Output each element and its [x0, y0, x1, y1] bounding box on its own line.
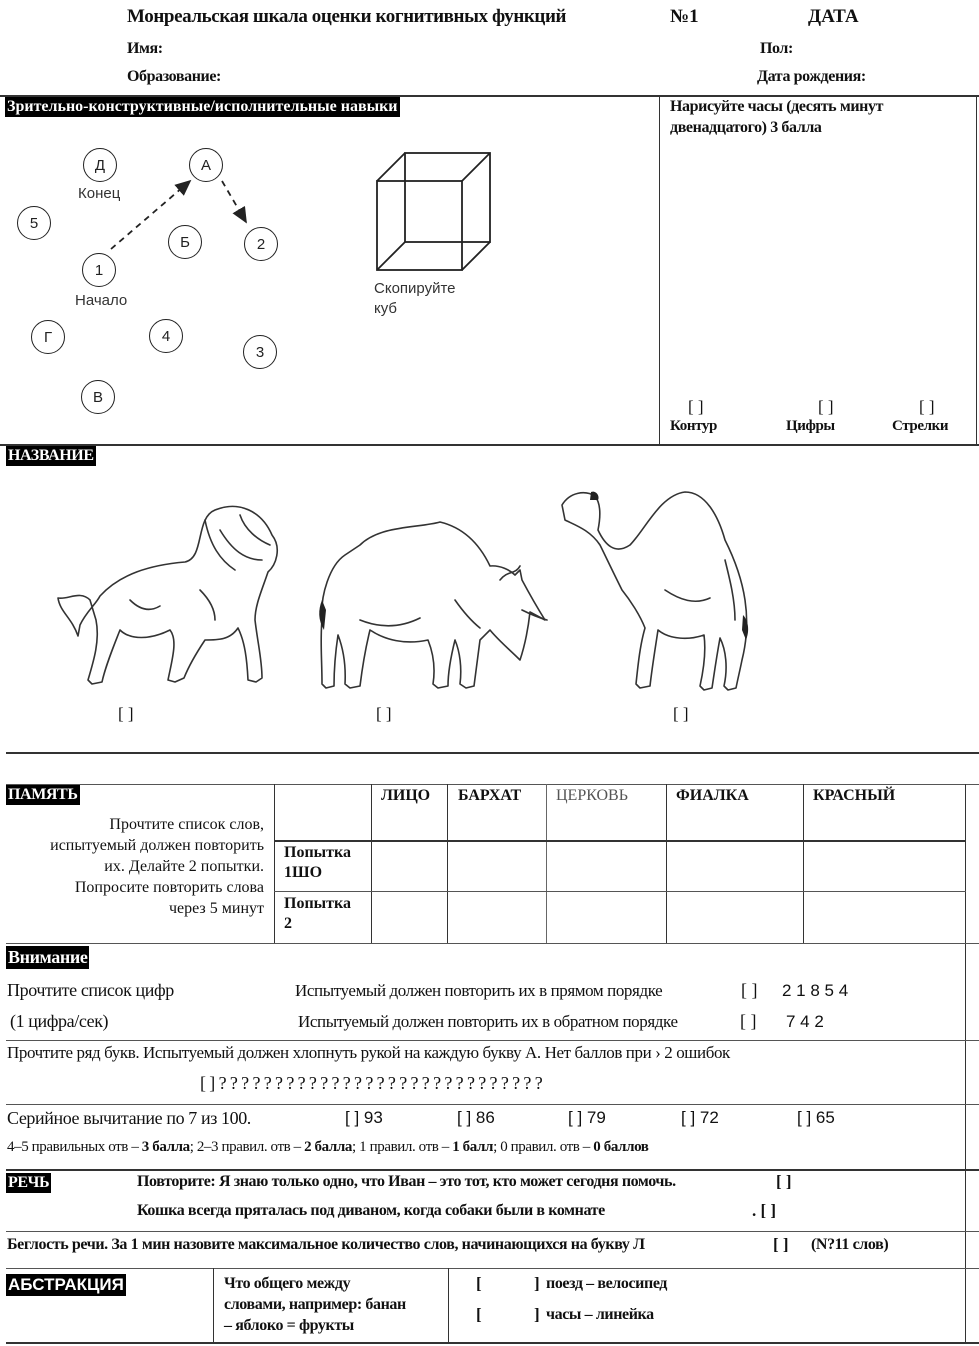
memory-word: ЛИЦО: [381, 787, 431, 804]
clock-instruction: двенадцатого) 3 балла: [670, 119, 822, 136]
form-number: №1: [670, 6, 699, 27]
scoring-text: 4–5 правильных отв –: [7, 1139, 142, 1155]
instruction-line: их. Делайте 2 попытки.: [104, 858, 264, 875]
digits-rate: (1 цифра/сек): [10, 1011, 109, 1031]
backward-digits: 7 4 2: [786, 1012, 824, 1031]
instruction-line: через 5 минут: [168, 900, 264, 917]
instruction-line: испытуемый должен повторить: [50, 837, 264, 854]
memory-word: БАРХАТ: [458, 787, 522, 804]
section-label-abstraction: АБСТРАКЦИЯ: [8, 1275, 124, 1294]
abstraction-1-bracket-close[interactable]: ]: [534, 1274, 540, 1293]
section-label-attention: Внимание: [8, 947, 88, 967]
memory-word: ФИАЛКА: [676, 787, 749, 804]
trial-2-cell-3[interactable]: [548, 893, 665, 941]
divider: [6, 1104, 979, 1105]
memory-instructions: [50, 814, 264, 919]
trail-node: 2: [244, 227, 278, 261]
name-label: Имя:: [127, 40, 163, 57]
letters-instruction: Прочтите ряд букв. Испытуемый должен хлопнуть рукой на каждую букву А. Нет баллов при › 2 ошибок: [7, 1043, 730, 1062]
rhinoceros-checkbox[interactable]: [ ]: [376, 704, 392, 723]
camel-checkbox[interactable]: [ ]: [673, 704, 689, 723]
trial-label-line: 2: [284, 915, 292, 932]
divider: [6, 1268, 979, 1269]
forward-checkbox[interactable]: [ ]: [741, 980, 758, 1000]
serial7-65[interactable]: [ ] 65: [797, 1108, 835, 1127]
serial7-label: Серийное вычитание по 7 из 100.: [7, 1108, 251, 1128]
backward-instruction: Испытуемый должен повторить их в обратном порядке: [298, 1012, 678, 1031]
trial-1-cell-3[interactable]: [548, 842, 665, 890]
abstraction-1-text: поезд – велосипед: [546, 1275, 667, 1292]
serial7-scoring: [7, 1139, 649, 1156]
trail-start-label: Начало: [75, 292, 128, 309]
divider: [965, 784, 966, 1344]
trail-node: Д: [83, 148, 117, 182]
divider: [6, 784, 979, 785]
trial-1-cell-5[interactable]: [805, 842, 964, 890]
divider: [371, 784, 372, 943]
trial-2-cell-2[interactable]: [449, 893, 545, 941]
backward-checkbox[interactable]: [ ]: [740, 1011, 757, 1031]
instruction-line: – яблоко = фрукты: [224, 1317, 354, 1334]
trial-1-cell-4[interactable]: [668, 842, 802, 890]
trail-node: 4: [149, 319, 183, 353]
serial7-93[interactable]: [ ] 93: [345, 1108, 383, 1127]
trial-label-line: 1ШО: [284, 864, 323, 881]
abstraction-2-text: часы – линейка: [546, 1306, 654, 1323]
clock-hands-label: Стрелки: [892, 418, 949, 434]
abstraction-2-bracket-close[interactable]: ]: [534, 1305, 540, 1324]
trail-node: А: [189, 148, 223, 182]
date-label: ДАТА: [808, 6, 859, 27]
instruction-line: Прочтите список слов,: [109, 816, 264, 833]
trial-2-cell-5[interactable]: [805, 893, 964, 941]
trail-node: Б: [168, 225, 202, 259]
clock-hands-checkbox[interactable]: [ ]: [919, 397, 935, 416]
clock-instruction: Нарисуйте часы (десять минут: [670, 98, 884, 115]
trial-2-label: [284, 894, 351, 934]
repeat-2-checkbox[interactable]: . [ ]: [752, 1201, 777, 1220]
forward-digits: 2 1 8 5 4: [782, 981, 849, 1000]
serial7-86[interactable]: [ ] 86: [457, 1108, 495, 1127]
section-label-naming: НАЗВАНИЕ: [8, 447, 94, 464]
divider: [546, 784, 547, 943]
digits-label: Прочтите список цифр: [7, 980, 174, 1000]
divider: [6, 1040, 979, 1041]
instruction-line: Попросите повторить слова: [74, 879, 264, 896]
repeat-sentence-1: Повторите: Я знаю только одно, что Иван – это тот, кто может сегодня помочь.: [137, 1173, 676, 1190]
trial-2-cell-4[interactable]: [668, 893, 802, 941]
abstraction-1-bracket-open[interactable]: [: [476, 1274, 482, 1293]
scoring-sep: ;: [352, 1139, 360, 1155]
divider: [274, 784, 275, 943]
divider: [6, 1169, 979, 1171]
trial-1-cell-2[interactable]: [449, 842, 545, 890]
section-label-memory: ПАМЯТЬ: [8, 786, 78, 803]
instruction-line: Что общего между: [224, 1275, 351, 1292]
divider: [448, 1268, 449, 1342]
fluency-checkbox[interactable]: [ ]: [773, 1235, 789, 1254]
abstraction-instruction: [224, 1273, 406, 1336]
trail-node: 3: [243, 335, 277, 369]
memory-word: ЦЕРКОВЬ: [556, 787, 628, 804]
cube-label: Скопируйте: [374, 280, 456, 297]
trial-1-cell-1[interactable]: [373, 842, 446, 890]
lion-checkbox[interactable]: [ ]: [118, 704, 134, 723]
scoring-points: 1 балл: [452, 1139, 494, 1155]
divider: [274, 891, 966, 892]
divider: [803, 784, 804, 943]
memory-word: КРАСНЫЙ: [813, 787, 896, 804]
clock-numbers-label: Цифры: [786, 418, 835, 434]
birthdate-label: Дата рождения:: [757, 68, 866, 85]
trial-1-label: [284, 843, 351, 883]
repeat-1-checkbox[interactable]: [ ]: [776, 1172, 792, 1191]
serial7-79[interactable]: [ ] 79: [568, 1108, 606, 1127]
clock-contour-checkbox[interactable]: [ ]: [688, 397, 704, 416]
serial7-72[interactable]: [ ] 72: [681, 1108, 719, 1127]
trail-node: В: [81, 380, 115, 414]
clock-numbers-checkbox[interactable]: [ ]: [818, 397, 834, 416]
form-title: Монреальская шкала оценки когнитивных функций: [127, 6, 567, 27]
scoring-text: 1 правил. отв –: [359, 1139, 453, 1155]
divider: [6, 943, 979, 944]
section-label-visuospatial: Зрительно-конструктивные/исполнительные навыки: [7, 98, 398, 115]
scoring-sep: ;: [493, 1139, 501, 1155]
abstraction-2-bracket-open[interactable]: [: [476, 1305, 482, 1324]
divider: [447, 784, 448, 943]
fluency-instruction: Беглость речи. За 1 мин назовите максимальное количество слов, начинающихся на букву Л: [7, 1236, 645, 1253]
trail-node: 5: [17, 206, 51, 240]
fluency-note: (N?11 слов): [811, 1236, 889, 1253]
clock-contour-label: Контур: [670, 418, 717, 434]
trail-end-label: Конец: [78, 185, 121, 202]
trial-label-line: Попытка: [284, 895, 351, 912]
divider: [6, 752, 979, 754]
scoring-points: 0 баллов: [593, 1139, 649, 1155]
education-label: Образование:: [127, 68, 221, 85]
scoring-points: 2 балла: [304, 1139, 353, 1155]
trail-node: 1: [82, 253, 116, 287]
section-label-language: РЕЧЬ: [8, 1174, 50, 1191]
divider: [213, 1268, 214, 1342]
scoring-text: 2–3 правил. отв –: [196, 1139, 305, 1155]
letters-sequence[interactable]: [ ] ? ? ? ? ? ? ? ? ? ? ? ? ? ? ? ? ? ? ? ? ? ? ? ? ? ? ? ? ?: [200, 1073, 543, 1093]
divider: [6, 1342, 979, 1344]
scoring-text: 0 правил. отв –: [500, 1139, 594, 1155]
scoring-points: 3 балла: [141, 1139, 190, 1155]
sex-label: Пол:: [760, 40, 793, 57]
trail-node: Г: [31, 320, 65, 354]
cube-label: куб: [374, 300, 397, 317]
trial-2-cell-1[interactable]: [373, 893, 446, 941]
trial-label-line: Попытка: [284, 844, 351, 861]
divider: [666, 784, 667, 943]
repeat-sentence-2: Кошка всегда пряталась под диваном, когда собаки были в комнате: [137, 1202, 605, 1219]
divider: [6, 1231, 979, 1232]
scoring-sep: ;: [189, 1139, 197, 1155]
instruction-line: словами, например: банан: [224, 1296, 406, 1313]
forward-instruction: Испытуемый должен повторить их в прямом порядке: [295, 981, 663, 1000]
